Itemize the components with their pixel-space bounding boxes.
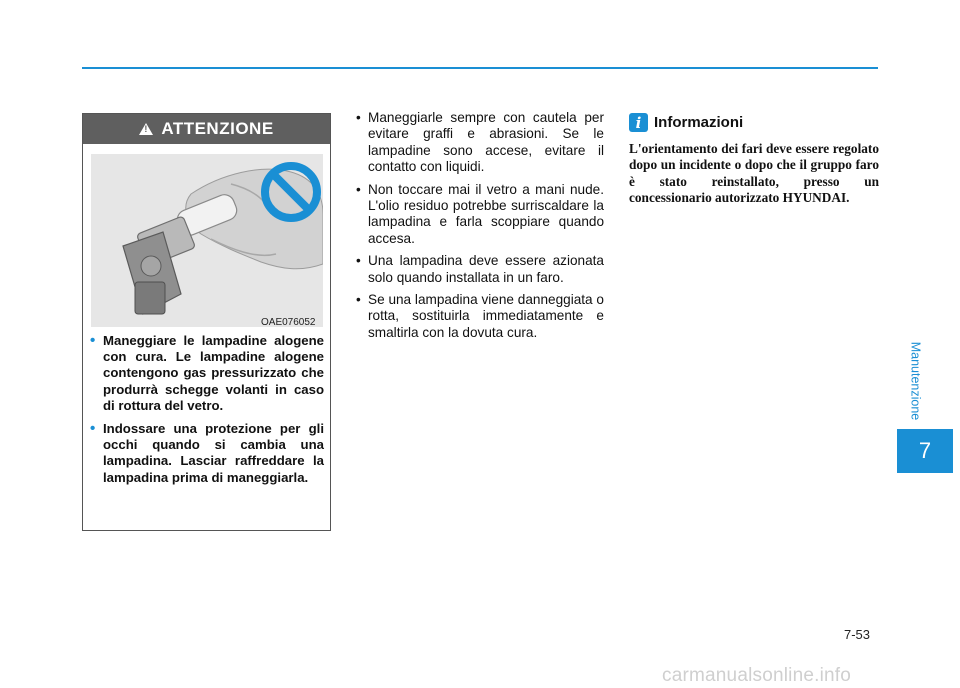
chapter-tab: 7 xyxy=(897,429,953,473)
info-icon: i xyxy=(629,113,648,132)
warning-list xyxy=(90,333,324,493)
page-number: 7-53 xyxy=(844,627,871,642)
info-text: L'orientamento dei fari deve essere regolato dopo un incidente o dopo che il gruppo faro è stato reinstallato, presso un concessionario autorizzato HYUNDAI. xyxy=(629,141,879,206)
bulb-handling-list xyxy=(356,110,604,347)
section-label-text: Manutenzione xyxy=(908,341,922,421)
list-item: • Una lampadina deve essere azionata solo quando installata in un faro. xyxy=(356,253,604,286)
section-label xyxy=(903,336,927,426)
list-item: • Non toccare mai il vetro a mani nude. L'olio residuo potrebbe surriscaldare la lampadina e farla scoppiare quando accesa. xyxy=(356,182,604,248)
image-code: OAE076052 xyxy=(261,317,316,328)
footer-watermark[interactable]: carmanualsonline.info xyxy=(662,665,852,686)
warning-item: • Maneggiare le lampadine alogene con cura. Le lampadine alogene contengono gas pressurizzato che produrrà schegge volanti in caso di rottura del vetro. xyxy=(90,333,324,414)
warning-triangle-icon xyxy=(139,123,153,135)
warning-title: ATTENZIONE xyxy=(161,119,274,138)
bulb-illustration xyxy=(91,154,323,327)
warning-item: • Indossare una protezione per gli occhi quando si cambia una lampadina. Lasciar raffreddare la lampadina prima di maneggiarla. xyxy=(90,421,324,486)
info-heading xyxy=(629,113,743,132)
hand-holding-bulb-image xyxy=(91,154,323,327)
top-rule xyxy=(82,67,878,69)
info-title: Informazioni xyxy=(654,114,744,131)
list-item: • Maneggiarle sempre con cautela per evitare graffi e abrasioni. Se le lampadine sono accese, evitare il contatto con liquidi. xyxy=(356,110,604,176)
list-item: • Se una lampadina viene danneggiata o rotta, sostituirla immediatamente e smaltirla con la dovuta cura. xyxy=(356,292,604,341)
warning-header xyxy=(83,114,330,144)
warning-box xyxy=(82,113,331,531)
